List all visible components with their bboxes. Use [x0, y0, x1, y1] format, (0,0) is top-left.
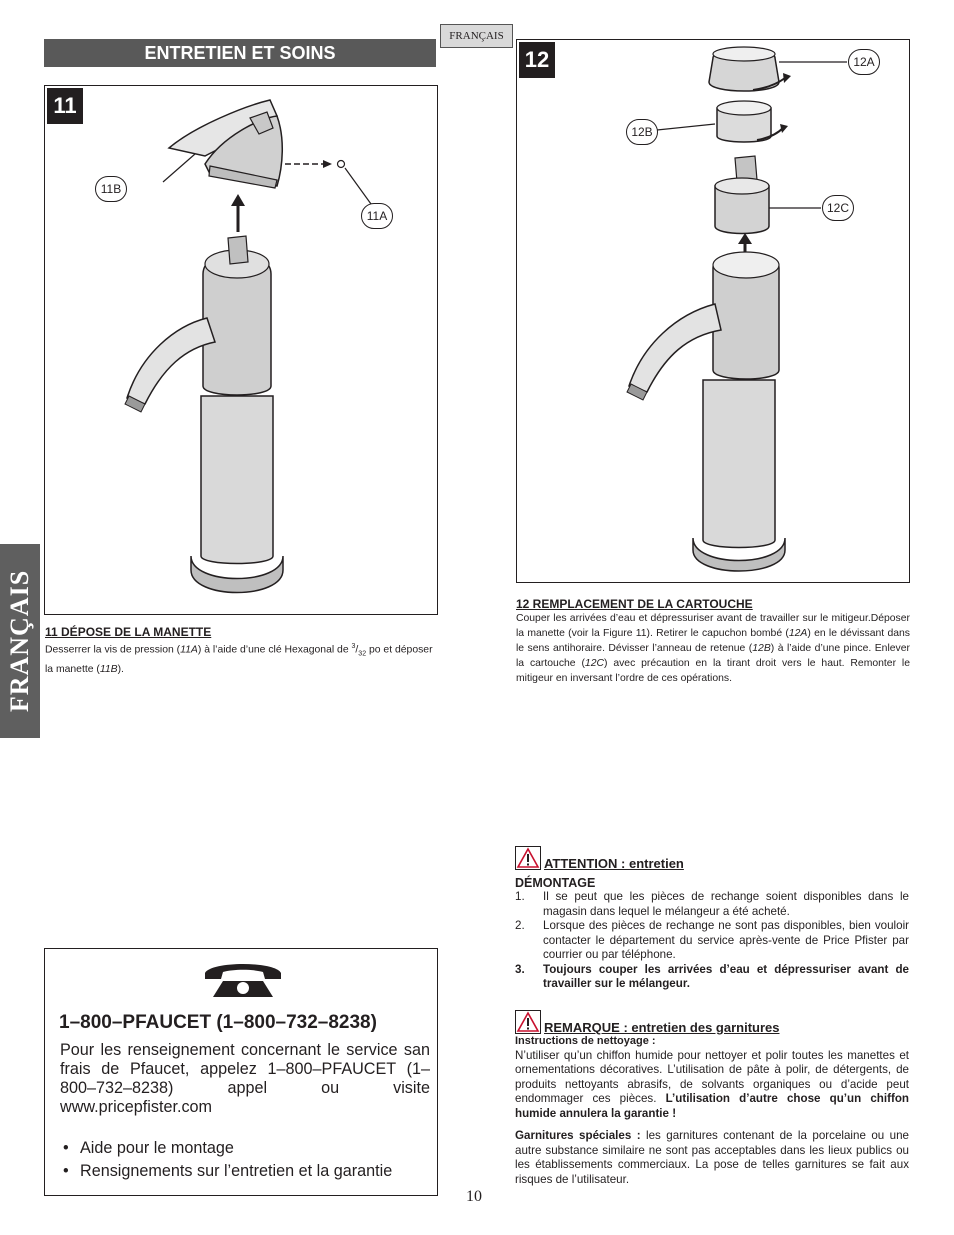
figure-12 [516, 39, 910, 583]
faucet-illustration-11 [45, 86, 437, 614]
spout [127, 318, 215, 404]
remarque-heading: REMARQUE : entretien des garnitures [515, 1010, 909, 1034]
attention-heading: ATTENTION : entretien [515, 846, 909, 870]
set-screw [338, 161, 345, 168]
figure-11 [44, 85, 438, 615]
callout-12b: 12B [626, 119, 658, 145]
cleaning-text: N’utiliser qu’un chiffon humide pour nettoyer et polir toutes les manettes et ornementations décoratives. L’utilisation de pâte à polir, de détergents, de produits nettoyants abrasifs, de solvants organiques ou d’acide peut endommager ces pièces. L’utilisation d’autre chose qu’un chiffon humide annulera la garantie ! [515, 1048, 909, 1120]
attention-list [515, 890, 909, 992]
list-item: 1. Il se peut que les pièces de rechange soient disponibles dans le magasin dans lequel le mélangeur a été acheté. [515, 890, 909, 918]
list-item: 3. Toujours couper les arrivées d’eau et dépressuriser avant de travailler sur le mélangeur. [515, 962, 909, 990]
figure-12-caption-title: 12 REMPLACEMENT DE LA CARTOUCHE [516, 597, 753, 611]
callout-12a: 12A [848, 49, 880, 75]
figure-11-caption-title: 11 DÉPOSE DE LA MANETTE [45, 625, 212, 639]
special-finishes-text: Garnitures spéciales : les garnitures contenant de la porcelaine ou une autre substance similaire ne sont pas acceptables dans les lieux publics ou les établissements commerciaux. La pose de telles garnitures se fait aux risques de l’utilisateur. [515, 1129, 909, 1186]
side-language-tab [0, 544, 40, 738]
faucet-body [201, 396, 273, 564]
figure-12-number: 12 [519, 42, 555, 78]
callout-11b: 11B [95, 176, 127, 202]
warning-icon [515, 1010, 541, 1034]
callout-11a: 11A [361, 203, 393, 229]
service-list-item: • Rensignements sur l’entretien et la garantie [63, 1160, 392, 1183]
service-list-item: • Aide pour le montage [63, 1137, 392, 1160]
list-item: 2. Lorsque des pièces de rechange ne sont pas disponibles, bien vouloir contacter le département du service après-vente de Price Pfister par courrier ou par téléphone. [515, 919, 909, 961]
phone-number: 1–800–PFAUCET (1–800–732–8238) [59, 1012, 377, 1033]
figure-11-number: 11 [47, 88, 83, 124]
cartridge-stem [228, 236, 248, 264]
attention-section [515, 846, 909, 992]
callout-12c: 12C [822, 195, 854, 221]
cleaning-heading: Instructions de nettoyage : [515, 1035, 656, 1047]
remarque-section [515, 1010, 909, 1187]
attention-subhead: DÉMONTAGE [515, 876, 596, 890]
figure-11-caption-text: Desserrer la vis de pression (11A) à l’aide d’une clé Hexagonal de $^3/_{32}$ po et déposer la manette (11B). [45, 643, 433, 675]
service-description: Pour les renseignement concernant le service san frais de Pfaucet, appelez 1–800–PFAUCET (1–800–732–8238) appel ou visite www.pricepfister.com [60, 1041, 430, 1116]
language-tab: FRANÇAIS [440, 24, 513, 48]
figure-12-caption-text: Couper les arrivées d’eau et dépressuriser avant de travailler sur le mitigeur.Déposer la manette (voir la Figure 11). Retirer le capuchon bombé (12A) en le dévissant dans le sens antihoraire. Dévisser l’anneau de retenue (12B) à l’aide d’une pince. Enlever la cartouche (12C) avec précaution en la tirant droit vers le haut. Remonter le mitigeur en inversant l’ordre de ces opérations. [516, 613, 910, 684]
figure-12-caption [516, 597, 910, 686]
faucet-illustration-12 [517, 40, 909, 582]
customer-service-box [44, 948, 438, 1196]
figure-11-caption [45, 625, 440, 677]
spout [629, 304, 721, 392]
section-title: ENTRETIEN ET SOINS [44, 39, 436, 67]
side-language-label: FRANÇAIS [5, 569, 34, 713]
faucet-body [703, 380, 775, 548]
service-list [63, 1137, 392, 1183]
telephone-icon [201, 959, 285, 999]
warning-icon [515, 846, 541, 870]
page-number: 10 [466, 1188, 482, 1205]
